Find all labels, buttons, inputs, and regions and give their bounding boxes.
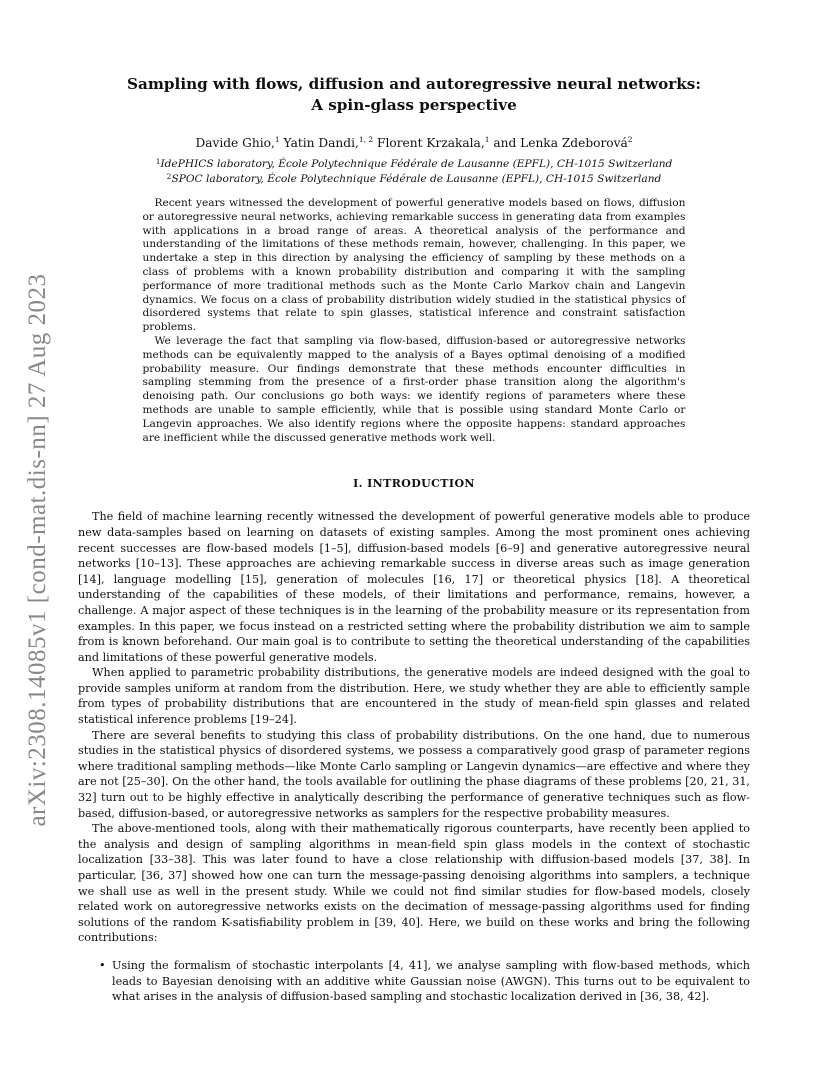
author: Davide Ghio,$^1$: [195, 135, 280, 150]
arxiv-identifier: arXiv:2308.14085v1 [cond-mat.dis-nn] 27 Aug 2023: [24, 273, 51, 827]
body-text: [78, 509, 750, 946]
body-paragraph: The above-mentioned tools, along with their mathematically rigorous counterparts, have recently been applied to the analysis and design of sampling algorithms in mean-field spin glass models in the context of stochastic localization [33–38]. This was later found to have a close relationship with diffusion-based models [37, 38]. In particular, [36, 37] showed how one can turn the message-passing denoising algorithms into samplers, a technique we shall use as well in the present study. While we could not find similar studies for flow-based models, closely related work on autoregressive networks exists on the decimation of message-passing algorithms used for finding solutions of the random K-satisfiability problem in [39, 40]. Here, we build on these works and bring the following contributions:: [78, 822, 750, 945]
author-list: [78, 135, 750, 151]
section-heading: I. INTRODUCTION: [353, 477, 475, 491]
title-line-1: Sampling with flows, diffusion and autoregressive neural networks:: [127, 75, 701, 93]
paper-title: [78, 74, 750, 116]
body-paragraph: The field of machine learning recently witnessed the development of powerful generative models able to produce new data-samples based on learning on datasets of existing samples. Among the most prominent ones achieving recent successes are flow-based models [1–5], diffusion-based models [6–9] and generative autoregressive neural networks [10–13]. These approaches are achieving remarkable success in diverse areas such as image generation [14], language modelling [15], generation of molecules [16, 17] or theoretical physics [18]. A theoretical understanding of the capabilities of these models, of their limitations and performance, remains, however, a challenge. A major aspect of these techniques is in the learning of the probability measure or its representation from examples. In this paper, we focus instead on a restricted setting where the probability distribution we aim to sample from is known beforehand. Our main goal is to contribute to setting the theoretical understanding of the capabilities and limitations of these powerful generative models.: [78, 510, 750, 664]
author: Florent Krzakala,$^1$: [377, 135, 490, 150]
contribution-list: [78, 958, 750, 1005]
list-item: • Using the formalism of stochastic interpolants [4, 41], we analyse sampling with flow-based methods, which leads to Bayesian denoising with an additive white Gaussian noise (AWGN). This turns out to be equivalent to what arises in the analysis of diffusion-based sampling and stochastic localization derived in [36, 38, 42].: [99, 958, 750, 1004]
author-affiliation-mark: 1: [274, 135, 280, 144]
author-affiliation-mark: 1, 2: [358, 135, 374, 144]
affiliation-1: $^1$IdePHICS laboratory, École Polytechnique Fédérale de Lausanne (EPFL), CH-1015 Switzerland: [155, 157, 673, 170]
paper-page: [78, 74, 750, 1005]
title-line-2: A spin-glass perspective: [311, 96, 517, 114]
author: and Lenka Zdeborová$^2$: [493, 135, 633, 150]
affiliation-2: $^2$SPOC laboratory, École Polytechnique Fédérale de Lausanne (EPFL), CH-1015 Switzerland: [166, 172, 662, 185]
abstract: [143, 197, 686, 445]
body-paragraph: There are several benefits to studying this class of probability distributions. On the one hand, due to numerous studies in the statistical physics of disordered systems, we possess a comparatively good grasp of parameter regions where traditional sampling methods—like Monte Carlo sampling or Langevin dynamics—are effective and where they are not [25–30]. On the other hand, the tools available for outlining the phase diagrams of these problems [20, 21, 31, 32] turn out to be highly effective in analytically describing the performance of generative techniques such as flow-based, diffusion-based, or autoregressive networks as samplers for the respective probability measures.: [78, 728, 750, 820]
bullet-icon: •: [99, 958, 106, 972]
abstract-paragraph: Recent years witnessed the development of powerful generative models based on flows, diffusion or autoregressive neural networks, achieving remarkable success in generating data from examples with applications in a broad range of areas. A theoretical analysis of the performance and understanding of the limitations of these methods remain, however, challenging. In this paper, we undertake a step in this direction by analysing the efficiency of sampling by these methods on a class of problems with a known probability distribution and comparing it with the sampling performance of more traditional methods such as the Monte Carlo Markov chain and Langevin dynamics. We focus on a class of probability distribution widely studied in the statistical physics of disordered systems that relate to spin glasses, statistical inference and constraint satisfaction problems.: [142, 197, 686, 334]
author-affiliation-mark: 2: [627, 135, 633, 144]
affiliations: [78, 157, 750, 187]
body-paragraph: When applied to parametric probability distributions, the generative models are indeed designed with the goal to provide samples uniform at random from the distribution. Here, we study whether they are able to efficiently sample from types of probability distributions that are encountered in the study of mean-field spin glasses and related statistical inference problems [19–24].: [78, 666, 750, 727]
abstract-paragraph: We leverage the fact that sampling via flow-based, diffusion-based or autoregressive networks methods can be equivalently mapped to the analysis of a Bayes optimal denoising of a modified probability measure. Our findings demonstrate that these methods encounter difficulties in sampling stemming from the presence of a first-order phase transition along the algorithm's denoising path. Our conclusions go both ways: we identify regions of parameters where these methods are unable to sample efficiently, while that is possible using standard Monte Carlo or Langevin approaches. We also identify regions where the opposite happens: standard approaches are inefficient while the discussed generative methods work well.: [142, 334, 686, 444]
author-affiliation-mark: 1: [484, 135, 490, 144]
arxiv-identifier-sidebar: [8, 240, 68, 860]
author: Yatin Dandi,$^{1, 2}$: [283, 135, 374, 150]
